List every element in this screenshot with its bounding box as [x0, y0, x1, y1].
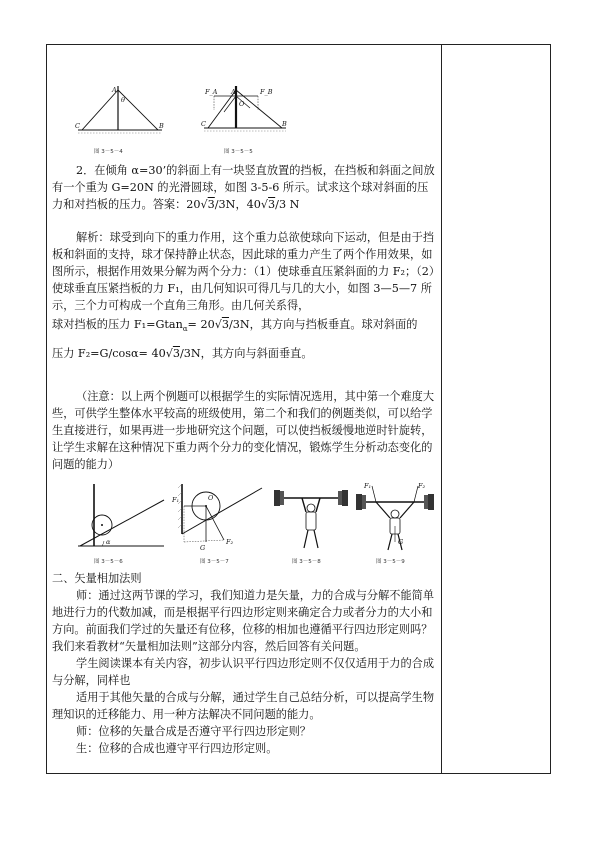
label-g: G [398, 538, 404, 546]
analysis-text: 解析：球受到向下的重力作用，这个重力总欲使球向下运动，但是由于挡板和斜面的支持，球才保持静止状态，因此球的重力产生了两个作用效果，如图所示，根据作用效果分解为两个分力：（1）使球垂直压紧斜面的力 F₂；（2）使球垂直压紧挡板的力 F₁，由几何知识可得几与几的大小，如图 3—5—7 所示，三个力可构成一个直角三角形。由几何关系得， [52, 231, 435, 312]
label-o: O [208, 494, 214, 502]
label-f1: F₁ [364, 482, 372, 490]
label-c: C [201, 120, 206, 128]
student-reading-cont: 适用于其他矢量的合成与分解，通过学生自己总结分析，可以提高学生物理知识的迁移能力、用一种方法解决不同问题的能力。 [52, 691, 435, 721]
caption: 图 3－5－4 [94, 149, 123, 155]
student-answer: 生：位移的合成也遵守平行四边形定则。 [76, 742, 278, 755]
figure-3-5-4 [72, 84, 168, 156]
analysis-line-2: 球对挡板的压力 F₁=Gtan$_\alpha$= 20√3/3N，其方向与挡板垂直。球对斜面的 [52, 318, 418, 334]
analysis-line-3: 压力 F₂=G/cosα= 40√3/3N，其方向与斜面垂直。 [52, 347, 313, 360]
label-theta: θ [121, 96, 125, 104]
section-heading: 二、矢量相加法则 [52, 572, 142, 585]
label-a: A [231, 88, 236, 96]
figure-3-5-5 [200, 84, 290, 156]
label-f1: F₁ [172, 496, 180, 504]
label-a: A [112, 86, 117, 94]
student-reading: 学生阅读课本有关内容，初步认识平行四边形定则不仅仅适用于力的合成与分解，同样也 [52, 657, 435, 687]
teacher-question: 师：位移的矢量合成是否遵守平行四边形定则？ [76, 725, 311, 738]
label-g: G [200, 544, 206, 552]
answer-2: 40√3/3 N [246, 198, 300, 211]
note-text: （注意：以上两个例题可以根据学生的实际情况选用，其中第一个难度大些，可供学生整体水平较高的班级使用，第二个和我们的例题类似，可以给学生直接进行，如果再进一步地研究这个问题，可以使挡板缓慢地逆时针旋转，让学生求解在这种情况下重力两个分力的变化情况，锻炼学生分析动态变化的问题的能力） [52, 390, 435, 471]
figure-3-5-7 [170, 480, 266, 566]
example-2-question: 2．在倾角 α=30’的斜面上有一块竖直放置的挡板，在挡板和斜面之间放有一个重为 G=20N 的光滑圆球，如图 3-5-6 所示。试求这个球对斜面的压力和对挡板的压力。答案： [52, 164, 435, 211]
caption: 图 3－5－8 [292, 559, 321, 565]
caption: 图 3－5－7 [200, 559, 229, 565]
label-fb: F_B [260, 88, 273, 96]
note [52, 388, 436, 473]
label-b: B [159, 122, 164, 130]
example-2 [52, 162, 436, 213]
label-fa: F_A [205, 88, 218, 96]
caption: 图 3－5－6 [94, 559, 123, 565]
label-f2: F₂ [226, 538, 234, 546]
figure-3-5-6 [68, 480, 168, 566]
analysis [52, 229, 436, 314]
label-o: O [239, 100, 245, 108]
figure-3-5-8 [270, 480, 352, 566]
label-c: C [75, 122, 80, 130]
label-f2: F₂ [418, 482, 426, 490]
figure-3-5-9 [354, 480, 436, 566]
caption: 图 3－5－9 [376, 559, 405, 565]
label-b: B [282, 120, 287, 128]
teacher-text-1: 师：通过这两节课的学习，我们知道力是矢量，力的合成与分解不能简单地进行力的代数加减，而是根据平行四边形定则来确定合力或者分力的大小和方向。前面我们学过的矢量还有位移，位移的相加也遵循平行四边形定则吗？我们来看教材“矢量相加法则”这部分内容，然后回答有关问题。 [52, 589, 435, 653]
caption: 图 3－5－5 [224, 149, 253, 155]
column-divider [441, 44, 442, 774]
answer-1: 20√3/3N， [186, 198, 247, 211]
section-2 [52, 570, 436, 757]
label-alpha: α [106, 538, 111, 546]
